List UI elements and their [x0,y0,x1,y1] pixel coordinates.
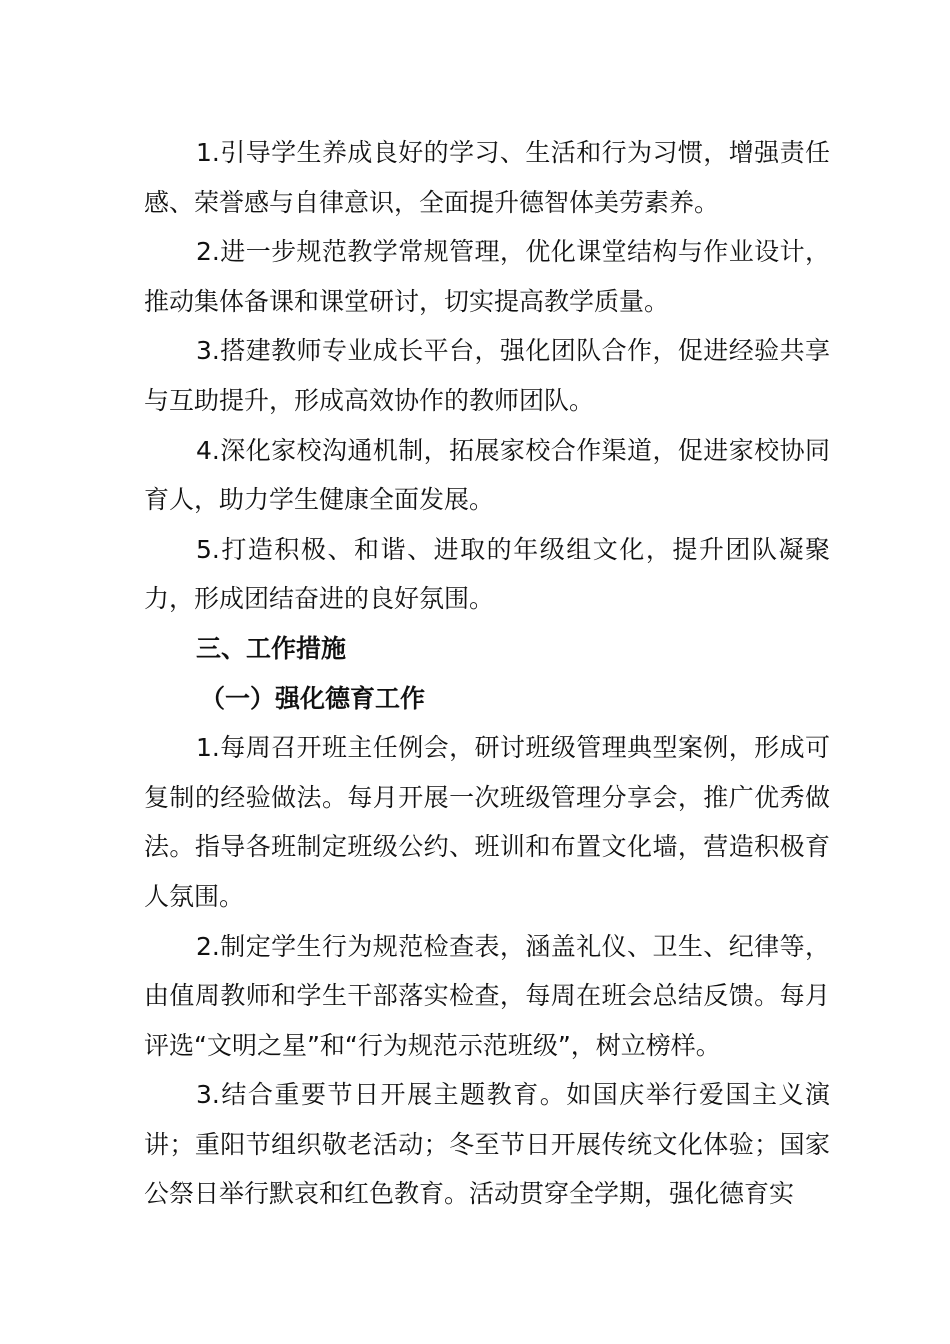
goal-paragraph-1: 1.引导学生养成良好的学习、生活和行为习惯，增强责任感、荣誉感与自律意识，全面提升德智体美劳素养。 [144,138,830,217]
section-heading: 三、工作措施 [196,633,347,663]
document-body [144,128,830,1219]
goal-paragraph-5: 5.打造积极、和谐、进取的年级组文化，提升团队凝聚力，形成团结奋进的良好氛围。 [144,534,830,614]
goal-paragraph-2: 2.进一步规范教学常规管理，优化课堂结构与作业设计，推动集体备课和课堂研讨，切实提高教学质量。 [144,237,830,316]
goal-paragraph-4: 4.深化家校沟通机制，拓展家校合作渠道，促进家校协同育人，助力学生健康全面发展。 [144,435,830,515]
measure-paragraph-2: 2.制定学生行为规范检查表，涵盖礼仪、卫生、纪律等，由值周教师和学生干部落实检查，每周在班会总结反馈。每月评选“文明之星”和“行为规范示范班级”，树立榜样。 [144,931,830,1060]
measure-paragraph-3: 3.结合重要节日开展主题教育。如国庆举行爱国主义演讲；重阳节组织敬老活动；冬至节日开展传统文化体验；国家公祭日举行默哀和红色教育。活动贯穿全学期，强化德育实 [144,1080,830,1209]
goal-paragraph-3: 3.搭建教师专业成长平台，强化团队合作，促进经验共享与互助提升，形成高效协作的教师团队。 [144,336,830,415]
subsection-heading: （一）强化德育工作 [200,683,426,713]
measure-paragraph-1: 1.每周召开班主任例会，研讨班级管理典型案例，形成可复制的经验做法。每月开展一次班级管理分享会，推广优秀做法。指导各班制定班级公约、班训和布置文化墙，营造积极育人氛围。 [144,733,830,911]
